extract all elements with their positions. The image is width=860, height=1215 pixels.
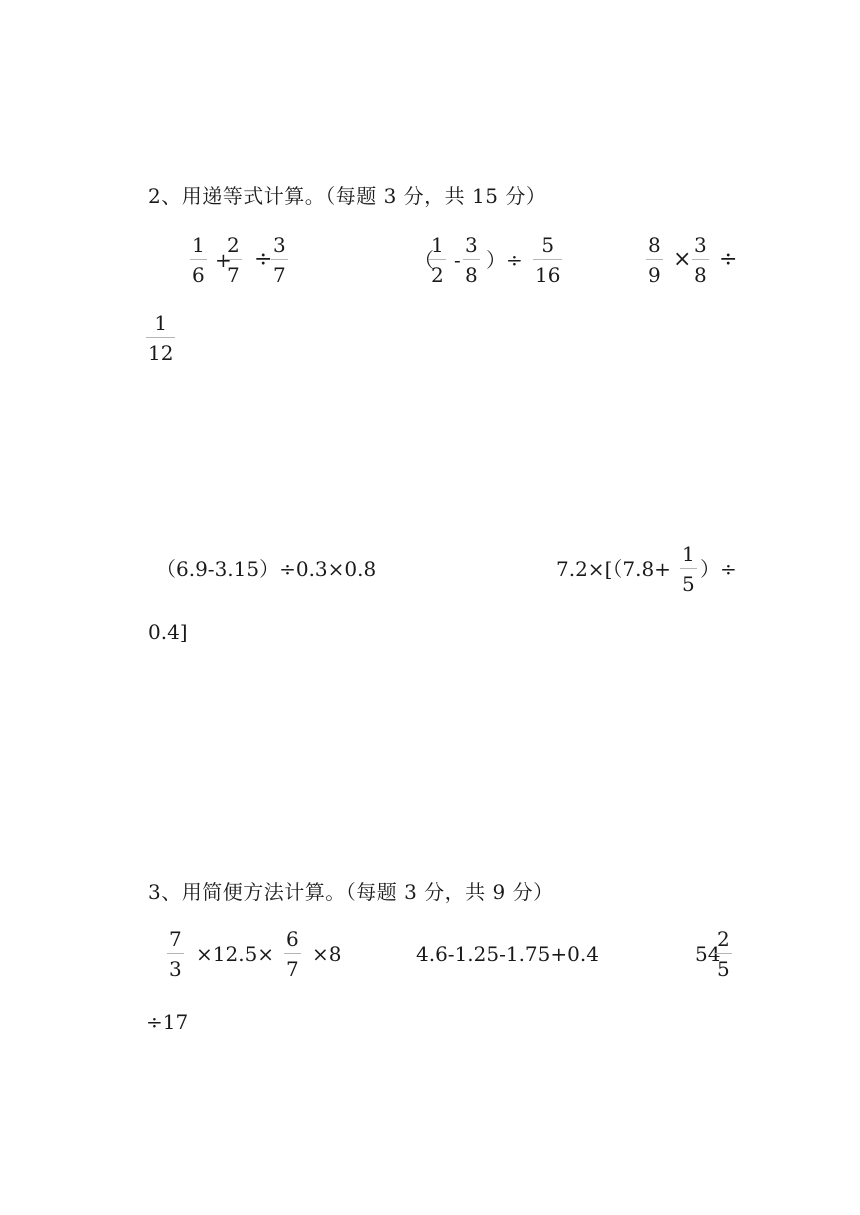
numerator: 2 <box>717 927 730 951</box>
fraction <box>463 235 480 285</box>
denominator: 12 <box>148 341 174 365</box>
numerator: 1 <box>431 233 444 257</box>
numerator: 6 <box>286 927 299 951</box>
numerator: 1 <box>192 233 205 257</box>
denominator: 7 <box>273 263 286 287</box>
fraction <box>225 235 242 285</box>
fraction <box>715 929 732 979</box>
denominator: 6 <box>192 263 205 287</box>
numerator: 3 <box>465 233 478 257</box>
denominator: 16 <box>535 263 561 287</box>
section-3-heading: 3、用简便方法计算。（每题 3 分，共 9 分） <box>148 880 554 904</box>
denominator: 5 <box>682 572 695 596</box>
numerator: 3 <box>273 233 286 257</box>
denominator: 2 <box>431 263 444 287</box>
denominator: 9 <box>648 263 661 287</box>
expression-end: ）÷ <box>700 557 737 581</box>
numerator: 7 <box>169 927 182 951</box>
fraction <box>284 929 301 979</box>
fraction <box>271 235 288 285</box>
problem-3-2: 4.6-1.25-1.75+0.4 <box>416 942 599 966</box>
fraction <box>146 313 175 363</box>
numerator: 1 <box>682 542 695 566</box>
numerator: 8 <box>648 233 661 257</box>
operator: + <box>215 248 232 272</box>
mixed-number-whole: 54 <box>695 942 721 966</box>
denominator: 5 <box>717 957 730 981</box>
fraction <box>167 929 184 979</box>
fraction <box>692 235 709 285</box>
numerator: 3 <box>694 233 707 257</box>
close-paren-divide: ）÷ <box>486 248 523 272</box>
denominator: 7 <box>286 957 299 981</box>
denominator: 8 <box>694 263 707 287</box>
numerator: 2 <box>227 233 240 257</box>
section-2-heading: 2、用递等式计算。（每题 3 分，共 15 分） <box>148 184 547 208</box>
numerator: 5 <box>541 233 555 257</box>
expression-start: 7.2×[（7.8+ <box>556 557 671 581</box>
operator: × <box>673 247 692 272</box>
denominator: 8 <box>465 263 478 287</box>
expression-tail: ÷17 <box>146 1010 189 1034</box>
operator: ÷ <box>254 247 273 272</box>
denominator: 7 <box>227 263 240 287</box>
open-paren: （ <box>414 248 434 272</box>
expression-end: ×8 <box>312 942 342 966</box>
fraction <box>680 544 697 594</box>
operator: ÷ <box>719 247 738 272</box>
fraction <box>429 235 446 285</box>
problem-2-4: （6.9-3.15）÷0.3×0.8 <box>156 557 377 581</box>
fraction <box>646 235 663 285</box>
expression-middle: ×12.5× <box>196 942 275 966</box>
operator: - <box>454 248 461 272</box>
denominator: 3 <box>169 957 182 981</box>
fraction <box>190 235 207 285</box>
numerator: 1 <box>154 311 168 335</box>
fraction <box>533 235 562 285</box>
expression-tail: 0.4] <box>148 620 188 644</box>
